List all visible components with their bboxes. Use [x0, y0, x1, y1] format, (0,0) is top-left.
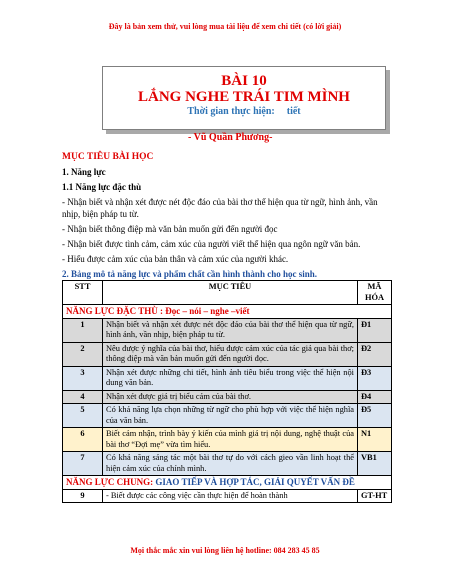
table-row [63, 489, 392, 503]
row-text: - Biết được các công việc cần thực hiện để hoàn thành [103, 489, 358, 503]
row-stt: 2 [63, 342, 103, 366]
specific-competence-heading: 1.1 Năng lực đặc thù [62, 182, 142, 192]
header-objective: MỤC TIÊU [103, 281, 358, 305]
objective-point: - Nhận biết thông điệp mà văn bản muốn gửi đến người đọc [62, 224, 278, 234]
row-code: Đ5 [358, 404, 392, 428]
objective-point: - Hiểu được cảm xúc của bản thân và cảm xúc của người khác. [62, 254, 289, 264]
row-stt: 6 [63, 428, 103, 452]
header-code: MÃ HÓA [358, 281, 392, 305]
section-row [63, 476, 392, 490]
row-stt: 1 [63, 318, 103, 342]
row-stt: 4 [63, 390, 103, 404]
row-text: Nhận xét được những chi tiết, hình ảnh tiêu biểu trong việc thể hiện nội dung văn bản. [103, 366, 358, 390]
row-code: N1 [358, 428, 392, 452]
table-row [63, 342, 392, 366]
section-general [63, 476, 392, 490]
row-code: Đ4 [358, 390, 392, 404]
table-row [63, 452, 392, 476]
table-row [63, 404, 392, 428]
row-stt: 7 [63, 452, 103, 476]
row-stt: 9 [63, 489, 103, 503]
section-specific: NĂNG LỰC ĐẶC THÙ : Đọc – nói – nghe –viết [63, 305, 392, 319]
section-row [63, 305, 392, 319]
header-stt: STT [63, 281, 103, 305]
row-code: Đ1 [358, 318, 392, 342]
row-stt: 5 [63, 404, 103, 428]
row-code: GT-HT [358, 489, 392, 503]
lesson-title-box [102, 66, 386, 130]
competence-heading: 1. Năng lực [62, 167, 106, 177]
row-text: Nêu được ý nghĩa của bài thơ, hiểu được cảm xúc của tác giả qua bài thơ; thông điệp mà văn bản muốn gửi đến người đọc. [103, 342, 358, 366]
row-text: Biết cảm nhận, trình bày ý kiến của mình giá trị nội dung, nghệ thuật của bài thơ “Đợi mẹ” vừa tìm hiểu. [103, 428, 358, 452]
row-text: Có khả năng sáng tác một bài thơ tự do với cách gieo vần linh hoạt thể hiện cảm xúc của chính mình. [103, 452, 358, 476]
time-line [103, 106, 385, 118]
lesson-number: BÀI 10 [221, 73, 267, 89]
row-text: Nhận biết và nhận xét được nét độc đáo của bài thơ thể hiện qua từ ngữ, hình ảnh, vần nhịp, biện pháp tu từ. [103, 318, 358, 342]
objectives-heading: MỤC TIÊU BÀI HỌC [62, 152, 154, 162]
author: - Vũ Quần Phương- [188, 132, 273, 143]
row-code: Đ2 [358, 342, 392, 366]
row-text: Nhận xét được giá trị biểu cảm của bài thơ. [103, 390, 358, 404]
preview-banner: Đây là bản xem thử, vui lòng mua tài liệu để xem chi tiết (có lời giải) [108, 22, 342, 31]
row-text: Có khả năng lựa chọn những từ ngữ cho phù hợp với việc thể hiện nghĩa của văn bản. [103, 404, 358, 428]
table-heading: 2. Bảng mô tả năng lực và phẩm chất cần hình thành cho học sinh. [62, 269, 317, 279]
objective-point: - Nhận biết và nhận xét được nét độc đáo của bài thơ thể hiện qua từ ngữ, hình ảnh, vần nhịp, biện pháp tu từ. [62, 197, 378, 219]
table-row [63, 318, 392, 342]
table-row [63, 366, 392, 390]
objectives-section [62, 146, 392, 280]
row-code: VB1 [358, 452, 392, 476]
hotline-banner: Mọi thắc mắc xin vui lòng liên hệ hotline: 084 283 45 85 [130, 546, 320, 555]
table-row [63, 390, 392, 404]
section-general-skills: GIAO TIẾP VÀ HỢP TÁC, GIẢI QUYẾT VẤN ĐỀ [155, 477, 355, 487]
table-header-row [63, 281, 392, 305]
time-value: tiết [286, 106, 301, 117]
competence-table [62, 280, 392, 503]
lesson-title: LẮNG NGHE TRÁI TIM MÌNH [138, 89, 350, 105]
row-code: Đ3 [358, 366, 392, 390]
table-row [63, 428, 392, 452]
row-stt: 3 [63, 366, 103, 390]
section-general-label: NĂNG LỰC CHUNG: [66, 477, 154, 487]
objective-point: - Nhận biết được tình cảm, cảm xúc của người viết thể hiện qua ngôn ngữ văn bản. [62, 239, 361, 249]
time-label: Thời gian thực hiện: [187, 106, 275, 117]
